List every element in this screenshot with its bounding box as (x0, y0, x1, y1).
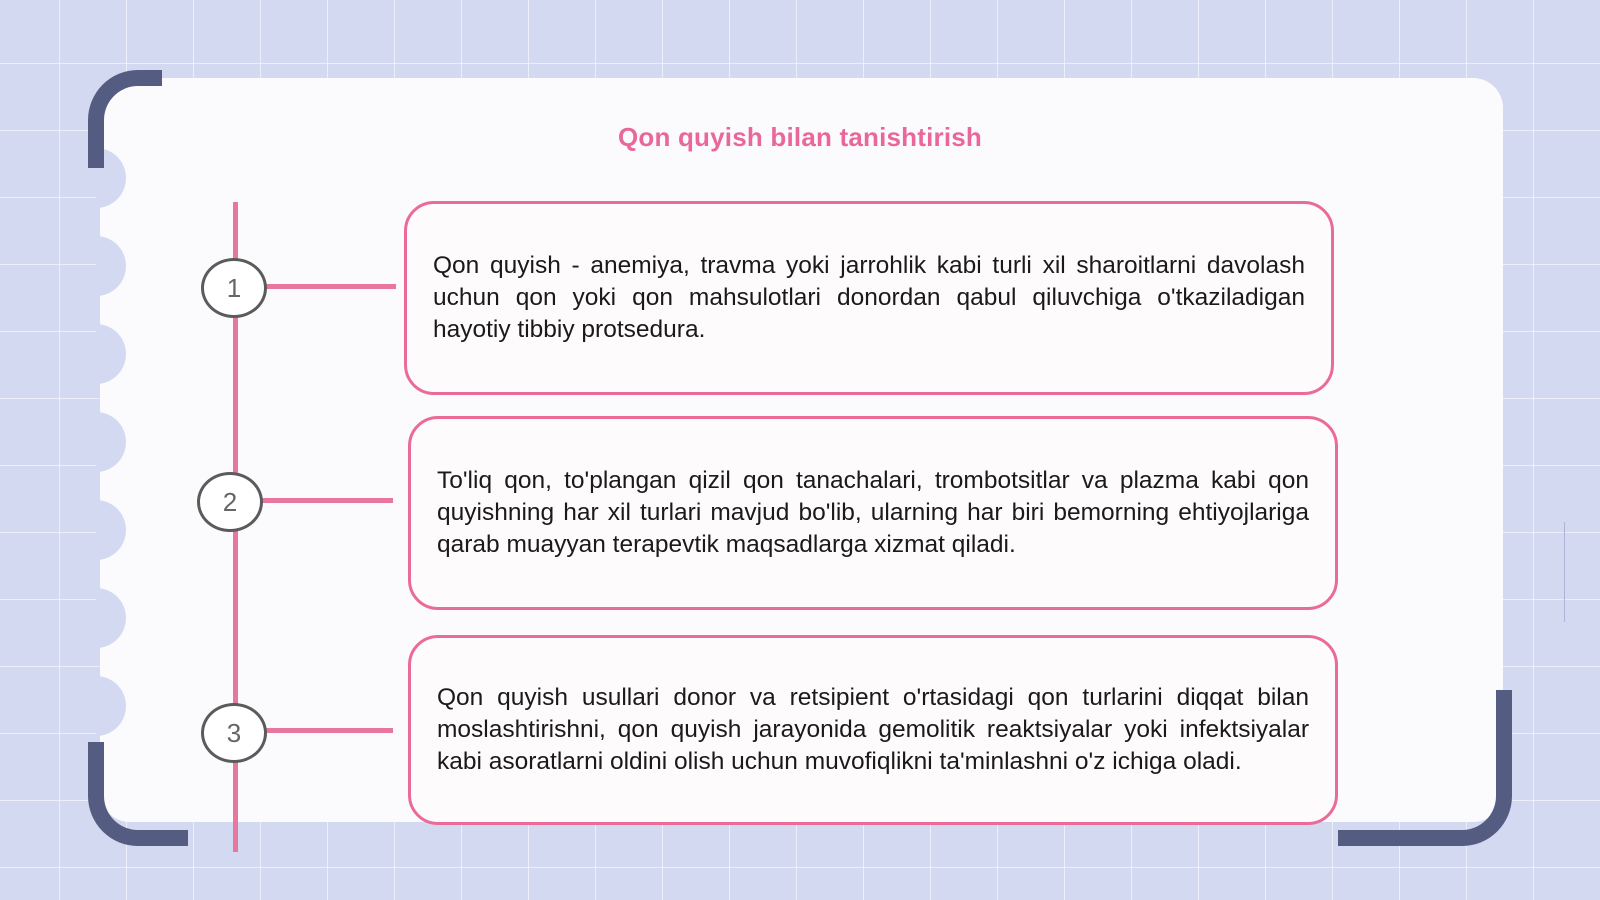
step-text-2: To'liq qon, to'plangan qizil qon tanachalari, trombotsitlar va plazma kabi qon quyishning har xil turlari mavjud bo'lib, ularning har biri bemorning ehtiyojlariga qarab muayyan terapevtik maqsadlarga xizmat qiladi. (437, 467, 1309, 558)
step-box-2 (408, 416, 1338, 610)
step-text-3: Qon quyish usullari donor va retsipient o'rtasidagi qon turlarini diqqat bilan moslashtirishni, qon quyish jarayonida gemolitik reaktsiyalar yoki infektsiyalar kabi asoratlarni oldini olish uchun muvofiqlikni ta'minlashni o'z ichiga oladi. (437, 684, 1309, 775)
step-text-1: Qon quyish - anemiya, travma yoki jarrohlik kabi turli xil sharoitlarni davolash uchun qon yoki qon mahsulotlari donordan qabul qiluvchiga o'tkaziladigan hayotiy tibbiy protsedura. (433, 252, 1305, 343)
timeline-connector-2 (262, 498, 393, 503)
step-box-1 (404, 201, 1334, 395)
grid-mark (1564, 522, 1565, 622)
frame-corner-bottom-right (1338, 690, 1512, 846)
page-title: Qon quyish bilan tanishtirish (617, 122, 983, 152)
timeline-connector-3 (262, 728, 393, 733)
step-box-3 (408, 635, 1338, 825)
step-number-2: 2 (197, 472, 263, 532)
step-number-3: 3 (201, 703, 267, 763)
frame-corner-top-left (88, 70, 162, 168)
frame-corner-bottom-left (88, 742, 188, 846)
timeline-connector-1 (262, 284, 396, 289)
step-number-1: 1 (201, 258, 267, 318)
